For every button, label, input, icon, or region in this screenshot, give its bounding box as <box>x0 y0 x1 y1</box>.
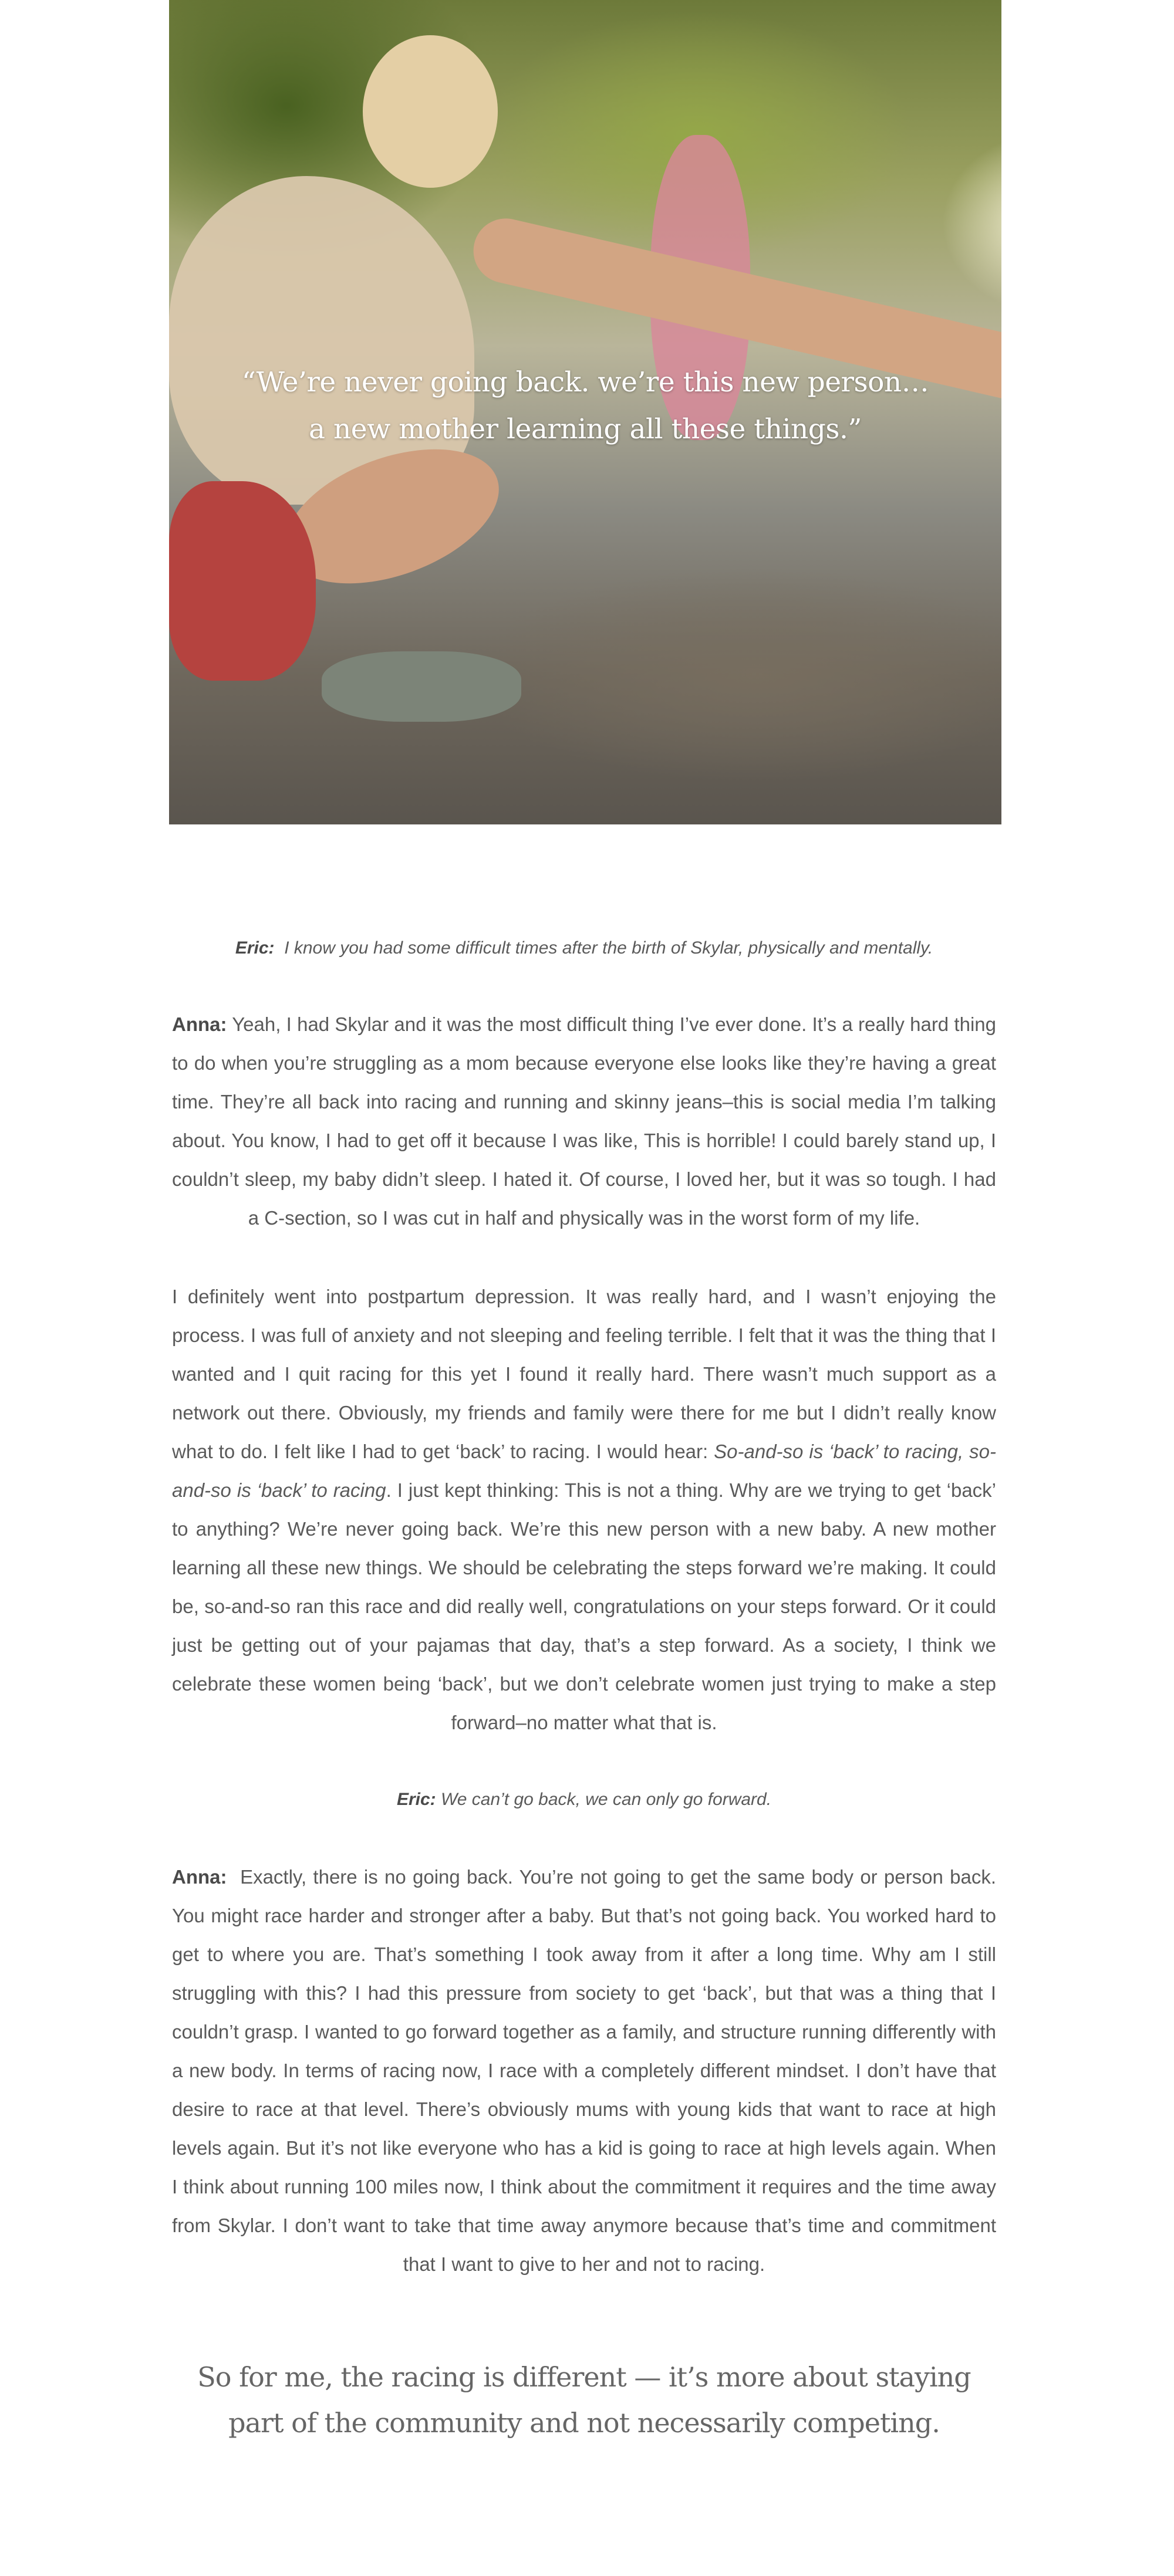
answer-text: I definitely went into postpartum depression. It was really hard, and I wasn’t enjoying the process. I was full of anxiety and not sleeping and feeling terrible. I felt that it was the thing that I wanted and I quit racing for this yet I found it really hard. There wasn’t much support as a network out there. Obviously, my friends and family were there for me but I didn’t really know what to do. I felt like I had to get ‘back’ to racing. I would hear: <box>172 1286 996 1462</box>
pull-quote-line: So for me, the racing is different — it’s more about staying <box>197 2361 971 2393</box>
photo-figure-shoe <box>322 651 521 722</box>
question-text: We can’t go back, we can only go forward. <box>440 1790 772 1809</box>
speaker-label: Eric: <box>396 1790 436 1809</box>
answer-3 <box>172 1858 996 2284</box>
question-text: I know you had some difficult times after the birth of Skylar, physically and mentally. <box>284 938 933 958</box>
pull-quote <box>172 2354 996 2446</box>
hero-quote-line: a new mother learning all these things.” <box>309 413 862 445</box>
answer-text: Exactly, there is no going back. You’re not going to get the same body or person back. You might race harder and stronger after a baby. But that’s not going back. You worked hard to get to where you are. That’s something I took away from it after a long time. Why am I still struggling with this? I had this pressure from society to get ‘back’, but that was a thing that I couldn’t grasp. I wanted to go forward together as a family, and structure running differently with a new body. In terms of racing now, I race with a completely different mindset. I don’t have that desire to race at that level. There’s obviously mums with young kids that want to race at high levels again. But it’s not like everyone who has a kid is going to race at high levels again. When I think about running 100 miles now, I think about the commitment it requires and the time away from Skylar. I don’t want to take that time away anymore because that’s time and commitment that I want to give to her and not to racing. <box>172 1866 996 2275</box>
pull-quote-line: part of the community and not necessarily competing. <box>228 2407 940 2439</box>
hero-quote <box>169 359 1001 453</box>
answer-text: . I just kept thinking: This is not a thing. Why are we trying to get ‘back’ to anything? We’re never going back. We’re this new person with a new baby. A new mother learning all these new things. We should be celebrating the steps forward we’re making. It could be, so-and-so ran this race and did really well, congratulations on your steps forward. Or it could just be getting out of your pajamas that day, that’s a step forward. As a society, I think we celebrate these women being ‘back’, but we don’t celebrate women just trying to make a step forward–no matter what that is. <box>172 1479 996 1733</box>
answer-1 <box>172 1005 996 1238</box>
speaker-label: Anna: <box>172 1866 227 1888</box>
question-1 <box>172 929 996 968</box>
answer-italic-text: So-and-so is ‘back’ to racing, so-and-so is ‘back’ to racing <box>172 1441 996 1501</box>
hero-quote-line: “We’re never going back. we’re this new person… <box>241 366 929 398</box>
answer-2 <box>172 1277 996 1742</box>
question-2 <box>172 1780 996 1819</box>
answer-text: Yeah, I had Skylar and it was the most difficult thing I’ve ever done. It’s a really hard thing to do when you’re struggling as a mom because everyone else looks like they’re having a great time. They’re all back into racing and running and skinny jeans–this is social media I’m talking about. You know, I had to get off it because I was like, This is horrible! I could barely stand up, I couldn’t sleep, my baby didn’t sleep. I hated it. Of course, I loved her, but it was so tough. I had a C-section, so I was cut in half and physically was in the worst form of my life. <box>172 1013 996 1229</box>
photo-figure-shorts <box>169 481 316 681</box>
hero-photo <box>169 0 1001 824</box>
photo-figure-head <box>363 35 498 188</box>
speaker-label: Anna: <box>172 1013 227 1035</box>
speaker-label: Eric: <box>235 938 275 958</box>
